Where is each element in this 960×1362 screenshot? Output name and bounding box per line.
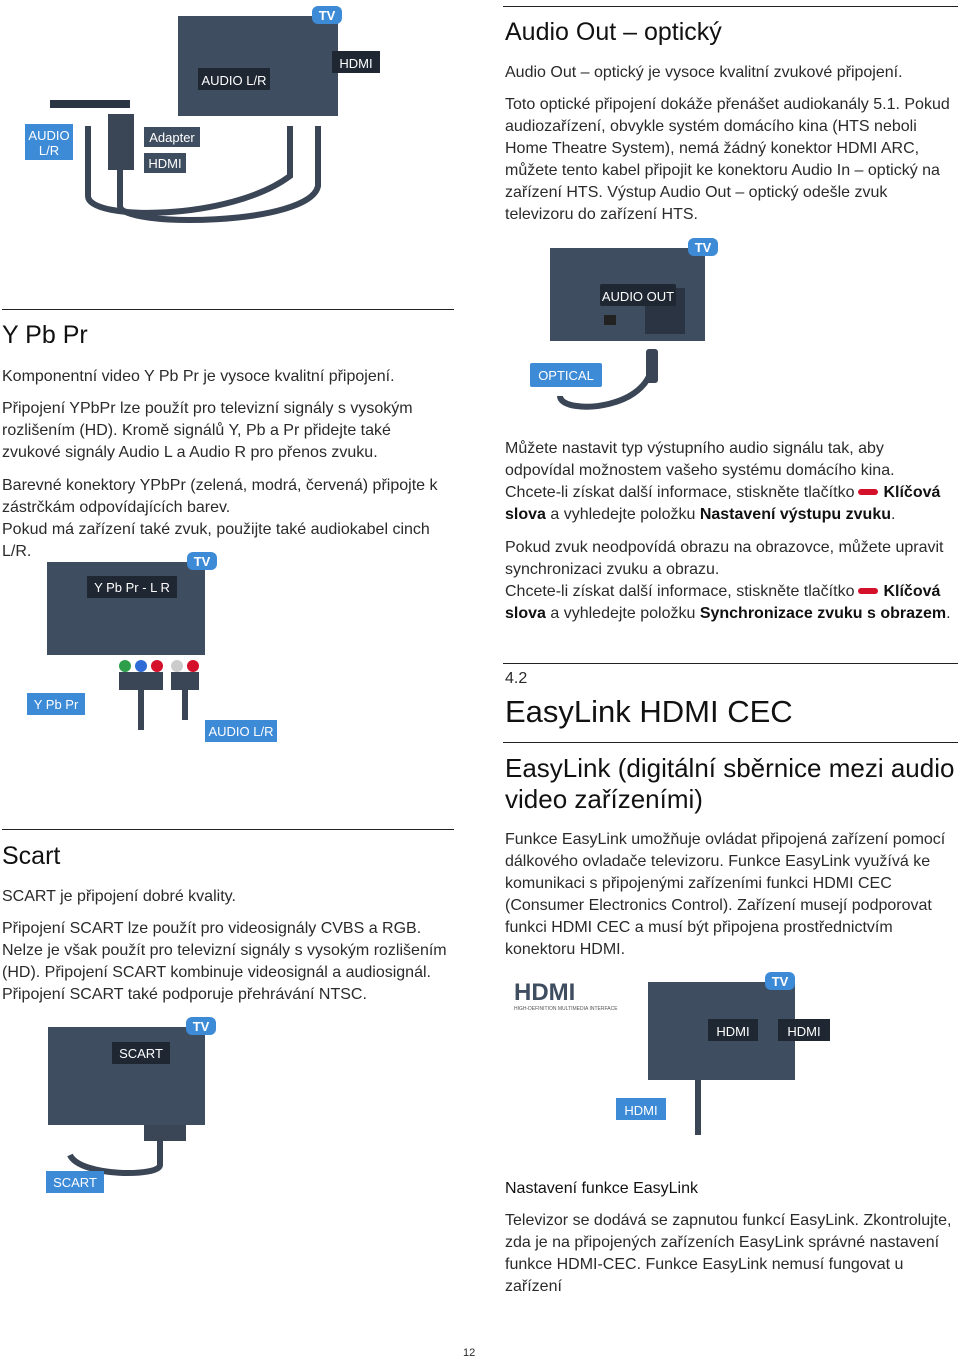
- tv-panel: [48, 1027, 205, 1125]
- ypbpr-audio: Pokud má zařízení také zvuk, použijte také audiokabel cinch L/R.: [2, 521, 430, 560]
- keywords-key-icon: [858, 489, 878, 495]
- tv-panel: [47, 562, 205, 655]
- ypbpr-colors: Barevné konektory YPbPr (zelená, modrá, červená) připojte k zástrčkám odpovídajících barev.: [2, 477, 438, 516]
- page-number: 12: [463, 1347, 476, 1359]
- audio-out-more-info: Chcete-li získat další informace, stiskněte tlačítko Klíčová slova a vyhledejte položku Nastavení výstupu zvuku.: [505, 484, 941, 523]
- chapter-rule: [503, 663, 958, 664]
- audio-out-type: Můžete nastavit typ výstupního audio signálu tak, aby odpovídal možnostem vašeho systému domácího kina.: [505, 440, 895, 479]
- adapter-label: Adapter: [149, 130, 195, 145]
- tv-badge: TV: [192, 1019, 210, 1034]
- hdmi-logo-sub: HIGH-DEFINITION MULTIMEDIA INTERFACE: [514, 1006, 618, 1012]
- optical-label: OPTICAL: [538, 368, 594, 383]
- audio-lr-label: AUDIO L/R: [201, 73, 267, 88]
- hdmi-cec-diagram: [510, 970, 821, 1150]
- audio-out-intro: Audio Out – optický je vysoce kvalitní zvukové připojení.: [505, 64, 903, 81]
- ypbpr-intro: Komponentní video Y Pb Pr je vysoce kvalitní připojení.: [2, 368, 395, 385]
- audio-lr-cable-label: AUDIO L/R: [208, 724, 274, 739]
- scart-rule: [2, 829, 454, 830]
- tv-badge: TV: [193, 554, 211, 569]
- ypbpr-diagram: [25, 550, 285, 750]
- chapter-number: 4.2: [505, 670, 528, 687]
- ypbpr-hd: Připojení YPbPr lze použít pro televizní signály s vysokým rozlišením (HD). Kromě signálů Y, Pb a Pr přidejte také zvukové signály Audio L a Audio R pro přenos zvuku.: [2, 400, 413, 461]
- ypbpr-lr-label: Y Pb Pr - L R: [94, 580, 170, 595]
- scart-title: Scart: [2, 842, 61, 870]
- tv-badge: TV: [318, 8, 336, 23]
- ypbpr-label: Y Pb Pr: [33, 697, 79, 712]
- easylink-settings-heading: Nastavení funkce EasyLink: [505, 1180, 698, 1197]
- hdmi-port-label: HDMI: [716, 1024, 750, 1039]
- ypbpr-rule: [2, 309, 454, 310]
- hdmi-port-label: HDMI: [787, 1024, 821, 1039]
- keywords-key-icon: [858, 588, 878, 594]
- audio-lr-stack-label: AUDIO: [28, 128, 70, 143]
- scart-desc: Připojení SCART lze použít pro videosignály CVBS a RGB. Nelze je však použít pro televizní signály s vysokým rozlišením (HD). Připojení SCART kombinuje videosignál a audiosignál. Připojení SCART také podporuje přehrávání NTSC.: [2, 920, 447, 1003]
- adapter-hdmi-label: HDMI: [148, 156, 182, 171]
- scart-intro: SCART je připojení dobré kvality.: [2, 888, 236, 905]
- tv-badge: TV: [771, 974, 789, 989]
- ypbpr-title: Y Pb Pr: [2, 321, 88, 349]
- scart-cable-label: SCART: [53, 1175, 97, 1190]
- easylink-desc: Funkce EasyLink umožňuje ovládat připojená zařízení pomocí dálkového ovladače televizoru. Funkce EasyLink využívá ke komunikaci s připojenými zařízeními funkci HDMI CEC (Consumer Electronics Control). Zařízení musejí podporovat funkci HDMI CEC a musí být připojena prostřednictvím konektoru HDMI.: [505, 831, 946, 958]
- tv-badge: TV: [694, 240, 712, 255]
- audio-out-desc: Toto optické připojení dokáže přenášet audiokanály 5.1. Pokud audiozařízení, obvykle systém domácího kina (HTS neboli Home Theatre System), nemá žádný konektor HDMI ARC, můžete tento kabel připojit ke konektoru Audio In – optický na zařízení HTS. Výstup Audio Out – optický odešle zvuk televizoru do zařízení HTS.: [505, 96, 950, 223]
- scart-port-label: SCART: [119, 1046, 163, 1061]
- easylink-settings-desc: Televizor se dodává se zapnutou funkcí EasyLink. Zkontrolujte, zda je na připojených zařízeních EasyLink správné nastavení funkce HDMI-CEC. Funkce EasyLink nemusí fungovat u zařízení: [505, 1212, 952, 1295]
- hdmi-port-label: HDMI: [339, 56, 373, 71]
- section-rule: [503, 742, 958, 743]
- audio-lr-diagram: [20, 6, 380, 226]
- hdmi-logo: HDMI: [514, 979, 576, 1006]
- scart-diagram: [40, 1015, 240, 1200]
- audio-sync-more-info: Chcete-li získat další informace, stiskněte tlačítko Klíčová slova a vyhledejte položku Synchronizace zvuku s obrazem.: [505, 583, 951, 622]
- hdmi-cable-label: HDMI: [624, 1103, 658, 1118]
- audio-lr-stack-label: L/R: [38, 143, 60, 158]
- audio-out-diagram: [520, 236, 740, 416]
- easylink-subtitle: EasyLink (digitální sběrnice mezi audio video zařízeními): [505, 753, 955, 814]
- audio-sync-desc: Pokud zvuk neodpovídá obrazu na obrazovce, můžete upravit synchronizaci zvuku a obrazu.: [505, 539, 944, 578]
- top-rule: [503, 6, 958, 7]
- audio-out-label: AUDIO OUT: [601, 289, 675, 304]
- easylink-title: EasyLink HDMI CEC: [505, 694, 793, 729]
- audio-out-title: Audio Out – optický: [505, 18, 722, 46]
- tv-panel: [178, 16, 338, 116]
